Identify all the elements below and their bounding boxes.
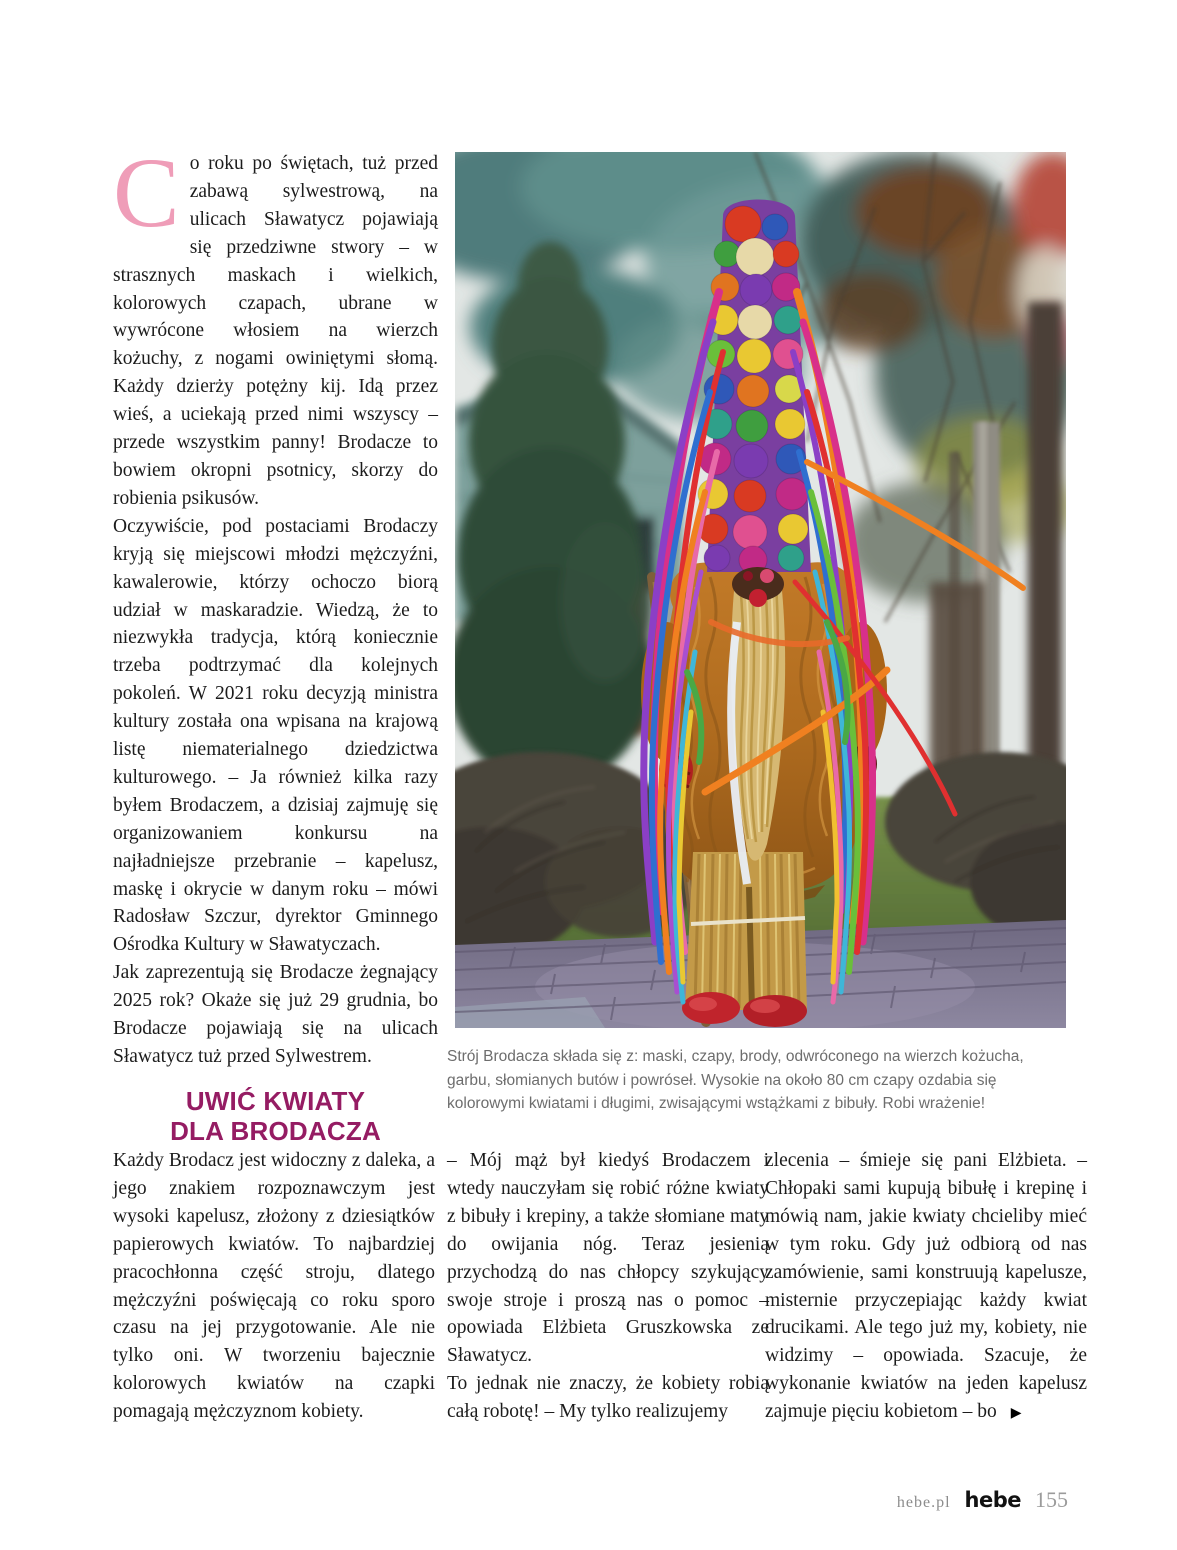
brodacz-photo <box>455 152 1066 1028</box>
footer-site-url: hebe.pl <box>896 1494 951 1511</box>
drop-cap: C <box>113 137 180 248</box>
intro-paragraph-2: Oczywiście, pod postaciami Brodaczy kryją się miejscowi młodzi mężczyźni, kawalerowie, którzy ochoczo biorą udział w maskaradzie. Wiedzą, że to niezwykła tradycja, którą koniecznie trzeba podtrzymać dla kolejnych pokoleń. W 2021 roku decyzją ministra kultury została ona wpisana na krajową listę niematerialnego dziedzictwa kulturowego. – Ja również kilka razy byłem Brodaczem, a dzisiaj zajmuję się organizowaniem konkursu na najładniejsze przebranie – kapelusz, maskę i okrycie w danym roku – mówi Radosław Szczur, dyrektor Gminnego Ośrodka Kultury w Sławatyczach. <box>113 515 438 956</box>
section-heading-line1: UWIĆ KWIATY <box>185 1086 366 1116</box>
section-heading-line2: DLA BRODACZA <box>170 1116 381 1146</box>
brodacz-photo-illustration <box>455 152 1066 1028</box>
continuation-arrow-icon: ▶ <box>1010 1405 1022 1422</box>
photo-caption: Strój Brodacza składa się z: maski, czapy, brody, odwróconego na wierzch kożucha, garbu, słomianych butów i powróseł. Wysokie na około 80 cm czapy ozdabia się kolorowymi kwiatami i długimi, zwisającymi wstążkami z bibuły. Robi wrażenie! <box>447 1048 1024 1112</box>
intro-paragraph-3: Jak zaprezentują się Brodacze żegnający 2025 rok? Okaże się już 29 grudnia, bo Brodacze pojawiają się na ulicach Sławatycz tuż przed Sylwestrem. <box>113 962 438 1067</box>
bottom-column-middle: – Mój mąż był kiedyś Brodaczem i wtedy nauczyłam się robić różne kwiaty z bibuły i krepiny, a także słomiane maty do owijania nóg. Teraz jesienią przychodzą do nas chłopcy szykujący swoje stroje i proszą nas o pomoc – opowiada Elżbieta Gruszkowska ze Sławatycz. To jednak nie znaczy, że kobiety robią całą robotę! – My tylko realizujemy <box>447 1150 769 1423</box>
article-intro-column <box>113 137 438 1071</box>
section-heading <box>113 1086 438 1146</box>
page-footer <box>897 1487 1068 1513</box>
intro-paragraph-1: Co roku po świętach, tuż przed zabawą sylwestrową, na ulicach Sławatycz pojawiają się przedziwne stwory – w strasznych maskach i wielkich, kolorowych czapach, ubrane w wywrócone włosiem na wierzch kożuchy, z nogami owiniętymi słomą. Każdy dzierży potężny kij. Idą przez wieś, a uciekają przed nimi wszyscy – przede wszystkim panny! Brodacze to bowiem okropni psotnicy, skorzy do robienia psikusów. <box>113 137 438 509</box>
footer-brand-logo: hebe <box>964 1488 1021 1512</box>
bottom-column-right: zlecenia – śmieje się pani Elżbieta. – Chłopaki sami kupują bibułę i krepinę i mówią nam, jakie kwiaty chcieliby mieć w tym roku. Gdy już odbiorą od nas zamówienie, sami konstruują kapelusze, misternie przyczepiając każdy kwiat drucikami. Ale tego już my, kobiety, nie widzimy – opowiada. Szacuje, że wykonanie kwiatów na jeden kapelusz zajmuje pięciu kobietom – bo ▶ <box>765 1150 1087 1423</box>
bottom-column-left: Każdy Brodacz jest widoczny z daleka, a jego znakiem rozpoznawczym jest wysoki kapelusz, złożony z dziesiątków papierowych kwiatów. To najbardziej pracochłonna część stroju, dlatego mężczyźni poświęcają co roku sporo czasu na jej przygotowanie. Ale nie tylko oni. W tworzeniu bajecznie kolorowych kwiatów na czapki pomagają mężczyznom kobiety. <box>113 1150 435 1423</box>
footer-page-number: 155 <box>1035 1487 1068 1512</box>
